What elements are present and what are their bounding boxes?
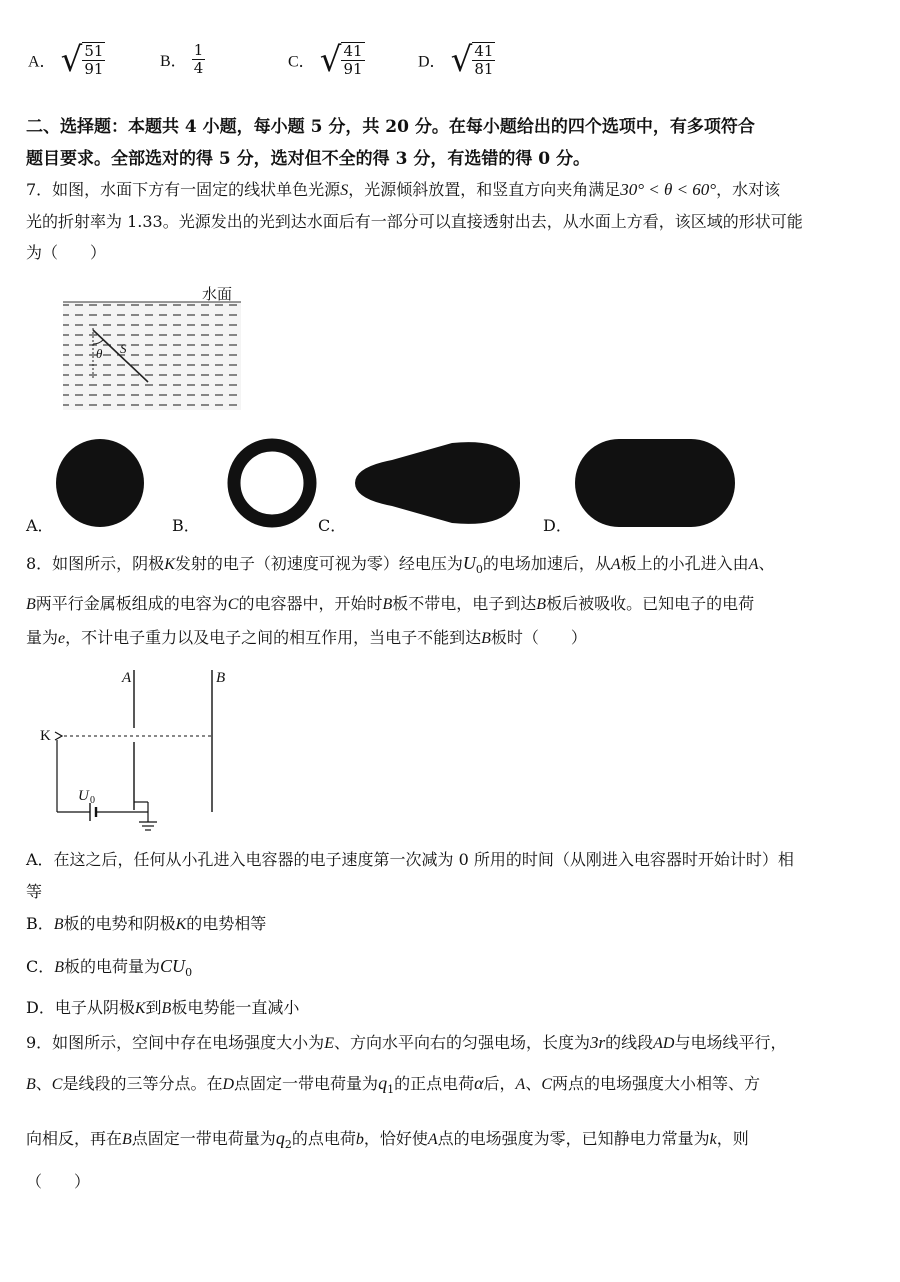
plate-b-label: B (216, 670, 226, 686)
section-heading-line1: 二、选择题：本题共 4 小题，每小题 5 分，共 20 分。在每小题给出的四个选项中，有多项符合 (26, 117, 755, 137)
shape-c-teardrop (355, 442, 520, 524)
sqrt-symbol: √ (450, 40, 473, 80)
shape-b-ring (234, 445, 310, 521)
q6-option-c: C． √ $\frac{41}{91}$ (288, 40, 363, 80)
voltage-label: U (78, 788, 89, 804)
q8-option-a-line1: A．在这之后，任何从小孔进入电容器的电子速度第一次减为 0 所用的时间（从刚进入电容器时开始计时）相 (26, 850, 794, 869)
q6-option-d: D． √ $\frac{41}{81}$ (418, 40, 494, 80)
water-figure (60, 280, 250, 415)
q8-line1: 8．如图所示，阴极K发射的电子（初速度可视为零）经电压为$U_0$的电场加速后，从A板上的小孔进入由A、 (26, 553, 775, 576)
section-heading-line2: 题目要求。全部选对的得 5 分，选对但不全的得 3 分，有选错的得 0 分。 (26, 149, 590, 169)
q8-option-d: D．电子从阴极K到B板电势能一直减小 (26, 998, 300, 1017)
q9-line1: 9．如图所示，空间中存在电场强度大小为E、方向水平向右的匀强电场，长度为3r的线段AD与电场线平行， (26, 1033, 787, 1052)
plate-a-label: A (122, 670, 132, 686)
q7-option-b-label: B． (172, 516, 200, 535)
cathode-label: K (40, 728, 51, 744)
q8-line2: B两平行金属板组成的电容为C的电容器中，开始时B板不带电，电子到达B板后被吸收。已知电子的电荷 (26, 594, 755, 613)
q7-option-a-label: A． (26, 516, 54, 535)
theta-label: θ (96, 346, 103, 361)
q7-line1: 7．如图，水面下方有一固定的线状单色光源S，光源倾斜放置，和竖直方向夹角满足30° < θ < 60°，水对该 (26, 180, 781, 199)
q9-line3: 向相反，再在B点固定一带电荷量为$q_2$的点电荷b，恰好使A点的电场强度为零，已知静电力常量为k，则 (26, 1128, 749, 1151)
fraction: $\frac{41}{81}$ (474, 42, 494, 78)
source-label: S (120, 341, 127, 356)
sqrt-symbol: √ (319, 40, 342, 80)
fraction: $\frac{51}{91}$ (84, 42, 104, 78)
q8-option-b: B．B板的电势和阴极K的电势相等 (26, 914, 267, 933)
q7-option-c-label: C． (318, 516, 347, 535)
q8-option-c: C．B板的电荷量为$CU_0$ (26, 956, 193, 979)
fraction: $\frac{1}{4}$ (193, 41, 204, 77)
cathode-symbol (55, 732, 62, 740)
fraction: $\frac{41}{91}$ (343, 42, 363, 78)
capacitor-circuit-figure (28, 662, 238, 838)
q9-line2: B、C是线段的三等分点。在D点固定一带电荷量为$q_1$的正点电荷α后，A、C两点的电场强度大小相等、方 (26, 1073, 761, 1096)
voltage-subscript: 0 (90, 795, 95, 806)
water-surface-label: 水面 (202, 287, 233, 303)
q6-option-b: B． $\frac{1}{4}$ (160, 41, 204, 77)
q7-shape-options (20, 434, 780, 534)
q6-option-a: A． √ $\frac{51}{91}$ (28, 40, 104, 80)
sqrt-symbol: √ (60, 40, 83, 80)
shape-a-disk (56, 439, 144, 527)
q7-option-d-label: D． (543, 516, 572, 535)
shape-d-stadium (575, 439, 735, 527)
q9-answer-blank: （ ） (26, 1172, 91, 1191)
q8-option-a-line2: 等 (26, 882, 43, 901)
q8-line3: 量为e，不计电子重力以及电子之间的相互作用，当电子不能到达B板时（ ） (26, 628, 587, 647)
q7-line2: 光的折射率为 1.33。光源发出的光到达水面后有一部分可以直接透射出去，从水面上方看，该区域的形状可能 (26, 212, 803, 231)
water-waves (63, 302, 241, 410)
q7-line3: 为（ ） (26, 243, 107, 262)
